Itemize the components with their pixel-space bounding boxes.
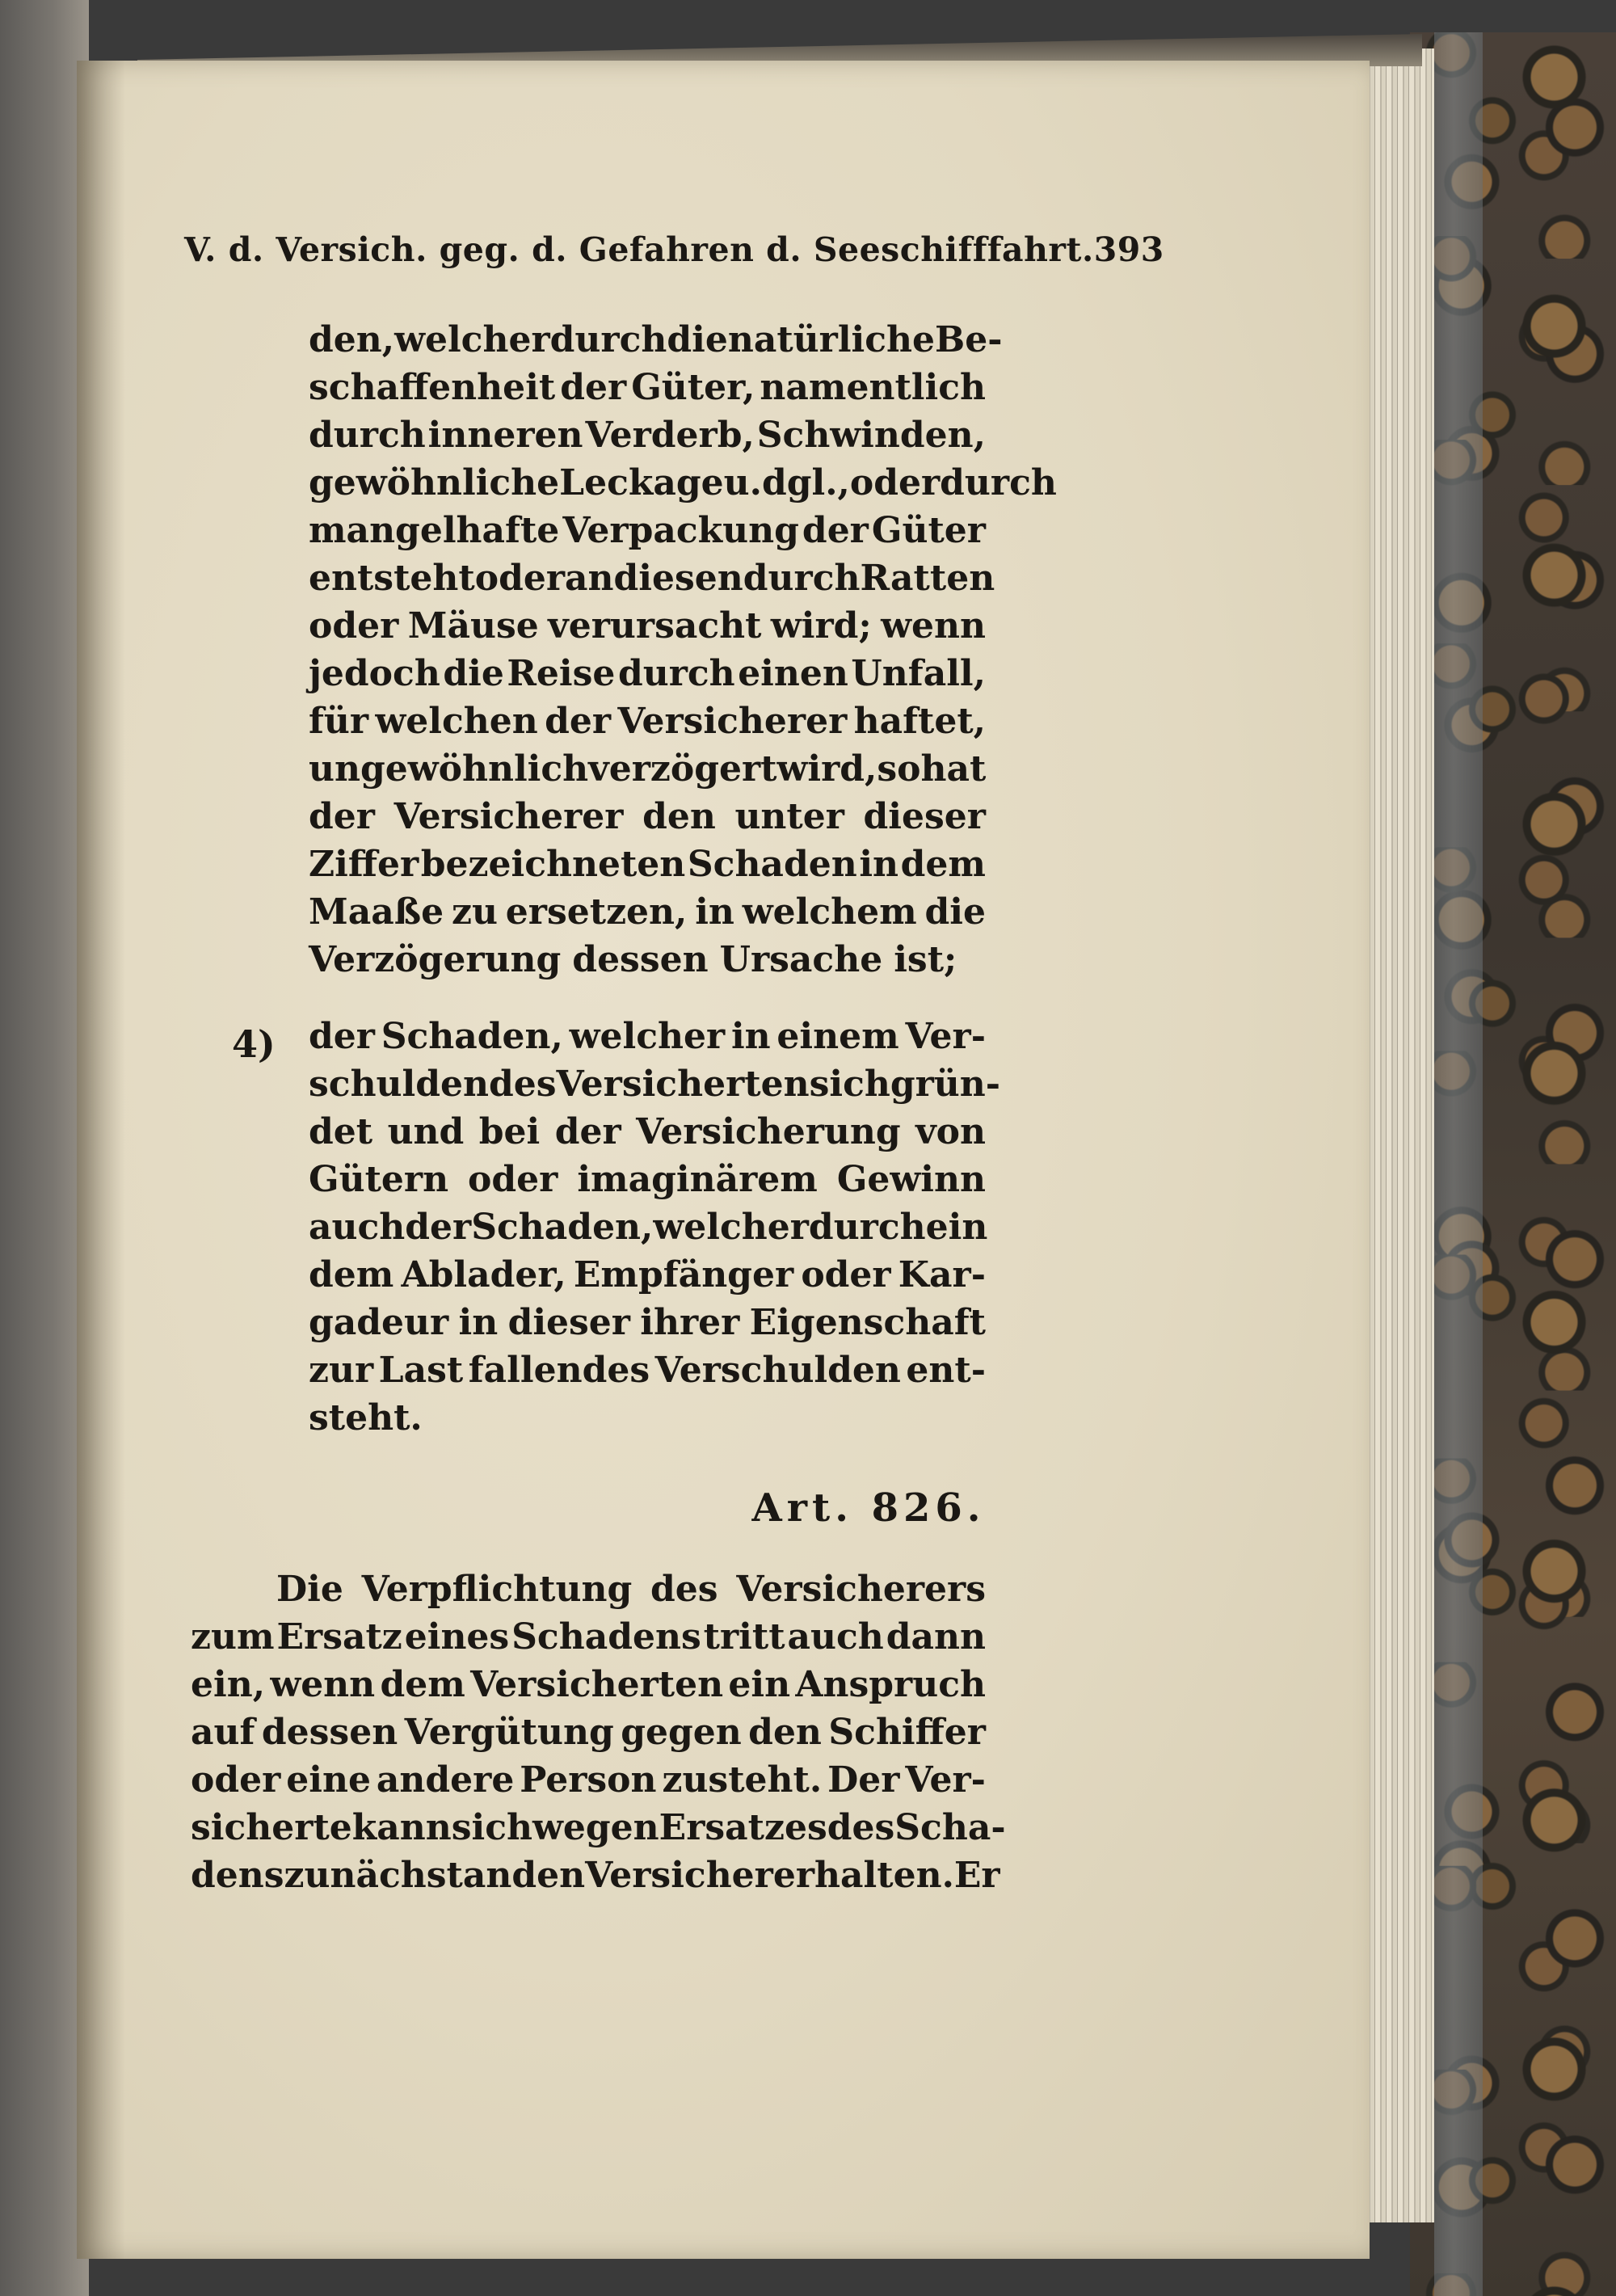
running-title: V. d. Versich. geg. d. Gefahren d. Seeschifffahrt. [184,230,1094,269]
text-line: gadeur in dieser ihrer Eigenschaft [309,1302,986,1343]
text-line: det und bei der Versicherung von [309,1111,986,1152]
text-line: für welchen der Versicherer haftet, [309,701,986,742]
text-line: oder Mäuse verursacht wird; wenn [309,605,986,647]
text-line: Die Verpflichtung des Versicherers [276,1569,986,1610]
text-line: dens zunächst an den Versicherer halten. Er [191,1855,1000,1896]
text-line: der Versicherer den unter dieser [309,796,986,837]
text-line: der Schaden, welcher in einem Ver- [309,1016,986,1057]
text-line: steht. [309,1397,423,1439]
article-heading: Art. 826. [751,1485,986,1531]
text-line: durch inneren Verderb, Schwinden, [309,415,986,456]
text-line: auch der Schaden, welcher durch ein [309,1207,988,1248]
text-line: den, welcher durch die natürliche Be- [309,319,1003,360]
text-line: gewöhnliche Leckage u. dgl., oder durch [309,462,1057,503]
text-line: dem Ablader, Empfänger oder Kar- [309,1254,986,1295]
text-line: oder eine andere Person zusteht. Der Ver- [191,1759,986,1801]
text-line: entsteht oder an diesen durch Ratten [309,558,995,599]
item-marker: 4) [232,1022,276,1066]
scan-left-margin [0,0,89,2296]
text-line: auf dessen Vergütung gegen den Schiffer [191,1712,986,1753]
text-line: Verzögerung dessen Ursache ist; [309,939,957,980]
text-line: mangelhafte Verpackung der Güter [309,510,986,551]
gutter-shadow [77,61,125,2259]
text-line: Ziffer bezeichneten Schaden in dem [309,844,986,885]
text-line: ein, wenn dem Versicherten ein Anspruch [191,1664,986,1705]
text-line: zum Ersatz eines Schadens tritt auch dann [191,1616,986,1658]
running-header [184,230,1164,269]
cover-edge [1434,32,1483,2296]
text-line: sicherte kann sich wegen Ersatzes des Scha- [191,1807,1006,1848]
text-line: schulden des Versicherten sich grün- [309,1064,1001,1105]
text-line: Maaße zu ersetzen, in welchem die [309,891,986,933]
text-line: jedoch die Reise durch einen Unfall, [309,653,986,694]
text-line: ungewöhnlich verzögert wird, so hat [309,748,987,790]
text-line: zur Last fallendes Verschulden ent- [309,1350,986,1391]
text-line: schaffenheit der Güter, namentlich [309,367,986,408]
text-line: Gütern oder imaginärem Gewinn [309,1159,986,1200]
page-number: 393 [1093,230,1164,269]
